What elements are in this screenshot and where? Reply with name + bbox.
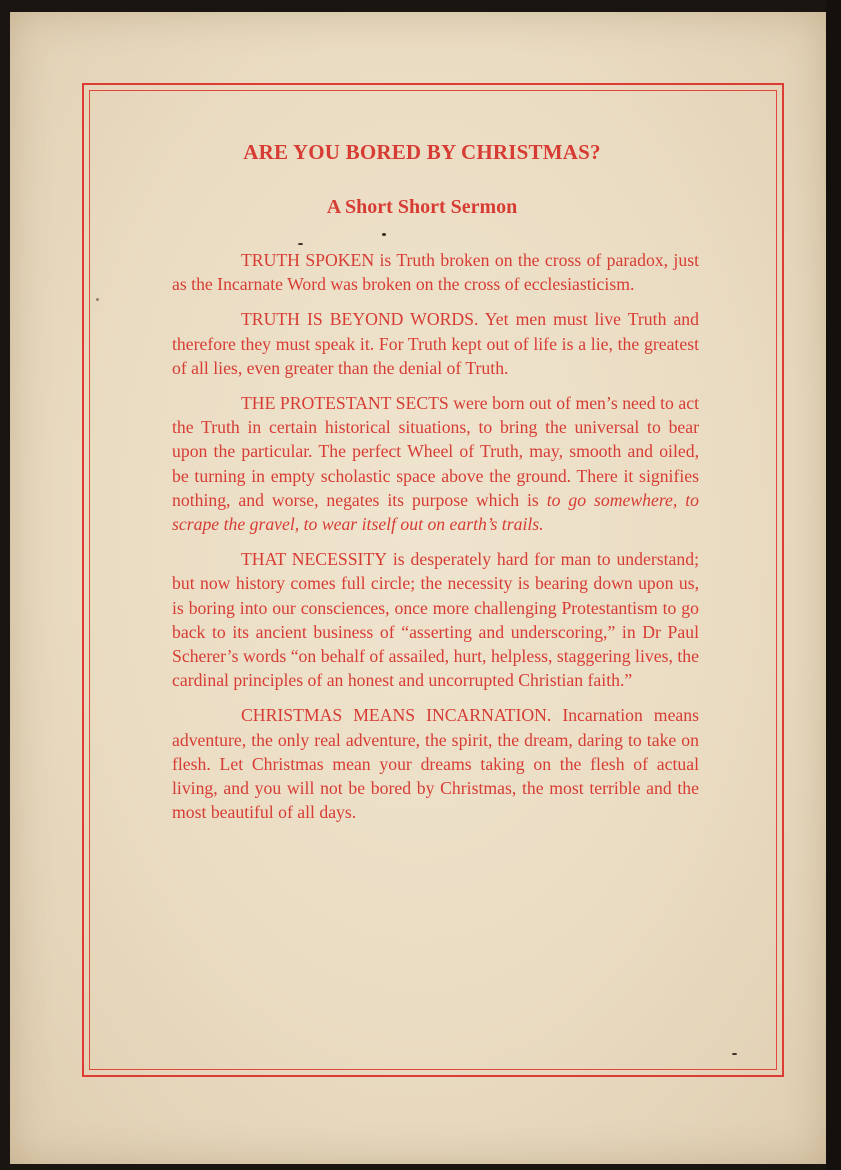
paragraph-protestant-sects bbox=[172, 391, 699, 536]
paragraph-italic-text: to go somewhere, to scrape the gravel, to wear itself out on earth’s trails. bbox=[172, 489, 699, 535]
paragraph-that-necessity bbox=[172, 547, 699, 692]
paper-speck bbox=[382, 233, 386, 236]
paragraph-text: is desperately hard for man to understand; but now history comes full circle; the necessity is bearing down upon us, is boring into our consciences, once more challenging Protestantism to go back to its ancient business of “asserting and underscoring,” in Dr Paul Scherer’s words “on behalf of assailed, hurt, helpless, staggering lives, the cardinal principles of an honest and uncorrupted Christian faith.” bbox=[172, 549, 699, 691]
sermon-body bbox=[172, 248, 699, 824]
paragraph-lead: TRUTH SPOKEN bbox=[241, 250, 375, 270]
paper-speck bbox=[298, 243, 303, 245]
paragraph-lead: CHRISTMAS MEANS INCARNATION. bbox=[241, 705, 552, 726]
paragraph-text: were born out of men’s need to act the Truth in certain historical situations, to bring the universal to bear upon the particular. The perfect Wheel of Truth, may, smooth and oiled, be turning in empty scholastic space above the ground. There it signifies nothing, and worse, negates its purpose which is bbox=[172, 393, 699, 510]
page-edge-shadow bbox=[826, 0, 841, 1170]
paragraph-truth-spoken bbox=[172, 248, 699, 296]
paragraph-lead: TRUTH IS BEYOND WORDS. bbox=[241, 309, 479, 330]
paragraph-truth-beyond-words bbox=[172, 307, 699, 380]
paragraph-christmas-incarnation bbox=[172, 703, 699, 824]
page-title: ARE YOU BORED BY CHRISTMAS? bbox=[243, 140, 601, 164]
paragraph-text: Incarnation means adventure, the only real adventure, the spirit, the dream, daring to take on flesh. Let Christmas mean your dreams taking on the flesh of actual living, and you will not be bored by Christmas, the most terrible and the most beautiful of all days. bbox=[172, 705, 699, 823]
paper-speck bbox=[96, 298, 99, 301]
paragraph-lead: THAT NECESSITY bbox=[241, 549, 388, 570]
page-subtitle: A Short Short Sermon bbox=[326, 196, 518, 218]
paragraph-text: is Truth broken on the cross of paradox, just as the Incarnate Word was broken on the cross of ecclesiasticism. bbox=[172, 250, 699, 295]
paragraph-text: Yet men must live Truth and therefore they must speak it. For Truth kept out of life is a lie, the greatest of all lies, even greater than the denial of Truth. bbox=[172, 309, 699, 378]
paper-speck bbox=[732, 1053, 737, 1055]
paragraph-lead: THE PROTESTANT SECTS bbox=[241, 393, 449, 414]
